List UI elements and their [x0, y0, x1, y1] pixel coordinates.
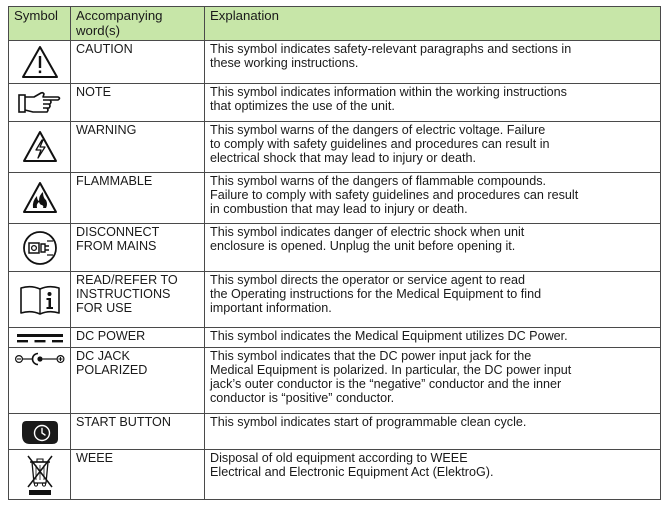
symbol-cell: [9, 450, 71, 500]
symbol-cell: [9, 272, 71, 328]
header-explanation: Explanation: [205, 7, 661, 41]
start-button-icon: [20, 418, 60, 446]
explanation: [205, 84, 661, 122]
explanation: [205, 450, 661, 500]
table-row: [9, 41, 661, 84]
explanation: [205, 328, 661, 348]
symbols-table-container: [8, 6, 660, 500]
table-row: [9, 414, 661, 450]
explanation-line: This symbol indicates danger of electric shock when unit: [210, 225, 525, 239]
explanation-line: the Operating instructions for the Medical Equipment to find: [210, 287, 542, 301]
explanation-line: This symbol directs the operator or service agent to read: [210, 273, 525, 287]
accompanying-word: NOTE: [71, 84, 205, 122]
explanation: [205, 414, 661, 450]
table-row: [9, 173, 661, 224]
accompanying-word: START BUTTON: [71, 414, 205, 450]
symbol-cell: [9, 173, 71, 224]
table-row: [9, 84, 661, 122]
symbol-cell: [9, 414, 71, 450]
explanation: [205, 224, 661, 272]
symbol-cell: [9, 84, 71, 122]
accompanying-word: READ/REFER TO INSTRUCTIONS FOR USE: [71, 272, 205, 328]
explanation: [205, 41, 661, 84]
table-row: [9, 224, 661, 272]
explanation-line: Failure to comply with safety guidelines and procedures can result: [210, 188, 579, 202]
accompanying-word: DC JACK POLARIZED: [71, 348, 205, 414]
explanation-line: This symbol indicates start of programmable clean cycle.: [210, 415, 527, 429]
explanation: [205, 122, 661, 173]
accompanying-word: CAUTION: [71, 41, 205, 84]
symbol-cell: [9, 122, 71, 173]
table-row: [9, 272, 661, 328]
accompanying-word: FLAMMABLE: [71, 173, 205, 224]
table-header-row: [9, 7, 661, 41]
dc-power-icon: [15, 332, 65, 344]
pointing-hand-icon: [17, 90, 63, 116]
explanation-line: This symbol indicates the Medical Equipment utilizes DC Power.: [210, 329, 568, 343]
explanation-line: Disposal of old equipment according to WEEE: [210, 451, 468, 465]
weee-bin-icon: [25, 453, 55, 497]
symbols-table: [8, 6, 661, 500]
table-row: [9, 328, 661, 348]
accompanying-word: DISCONNECT FROM MAINS: [71, 224, 205, 272]
explanation-line: Medical Equipment is polarized. In particular, the DC power input: [210, 363, 572, 377]
electric-voltage-warning-icon: [21, 130, 59, 164]
header-accompanying-words: Accompanying word(s): [71, 7, 205, 41]
explanation-line: This symbol warns of the dangers of electric voltage. Failure: [210, 123, 546, 137]
explanation: [205, 173, 661, 224]
explanation-line: This symbol warns of the dangers of flammable compounds.: [210, 174, 546, 188]
table-row: [9, 450, 661, 500]
disconnect-mains-icon: [21, 229, 59, 267]
accompanying-word: WARNING: [71, 122, 205, 173]
explanation: [205, 348, 661, 414]
explanation-line: This symbol indicates information within the working instructions: [210, 85, 567, 99]
explanation-line: important information.: [210, 301, 332, 315]
read-instructions-icon: [18, 284, 62, 316]
explanation-line: conductor is “positive” conductor.: [210, 391, 395, 405]
accompanying-word: DC POWER: [71, 328, 205, 348]
accompanying-word: WEEE: [71, 450, 205, 500]
table-row: [9, 122, 661, 173]
explanation-line: that optimizes the use of the unit.: [210, 99, 395, 113]
explanation-line: This symbol indicates safety-relevant paragraphs and sections in: [210, 42, 572, 56]
explanation-line: jack’s outer conductor is the “negative” conductor and the inner: [210, 377, 562, 391]
dc-jack-polarity-icon: [14, 352, 66, 366]
explanation-line: electrical shock that may lead to injury or death.: [210, 151, 476, 165]
symbol-cell: [9, 348, 71, 414]
explanation-line: enclosure is opened. Unplug the unit before opening it.: [210, 239, 516, 253]
symbol-cell: [9, 41, 71, 84]
symbol-cell: [9, 224, 71, 272]
header-symbol: Symbol: [9, 7, 71, 41]
caution-triangle-icon: [20, 44, 60, 80]
explanation-line: to comply with safety guidelines and procedures can result in: [210, 137, 550, 151]
explanation-line: these working instructions.: [210, 56, 359, 70]
explanation-line: in combustion that may lead to injury or death.: [210, 202, 468, 216]
explanation: [205, 272, 661, 328]
explanation-line: This symbol indicates that the DC power input jack for the: [210, 349, 532, 363]
explanation-line: Electrical and Electronic Equipment Act (ElektroG).: [210, 465, 494, 479]
flammable-warning-icon: [21, 181, 59, 215]
table-row: [9, 348, 661, 414]
symbol-cell: [9, 328, 71, 348]
